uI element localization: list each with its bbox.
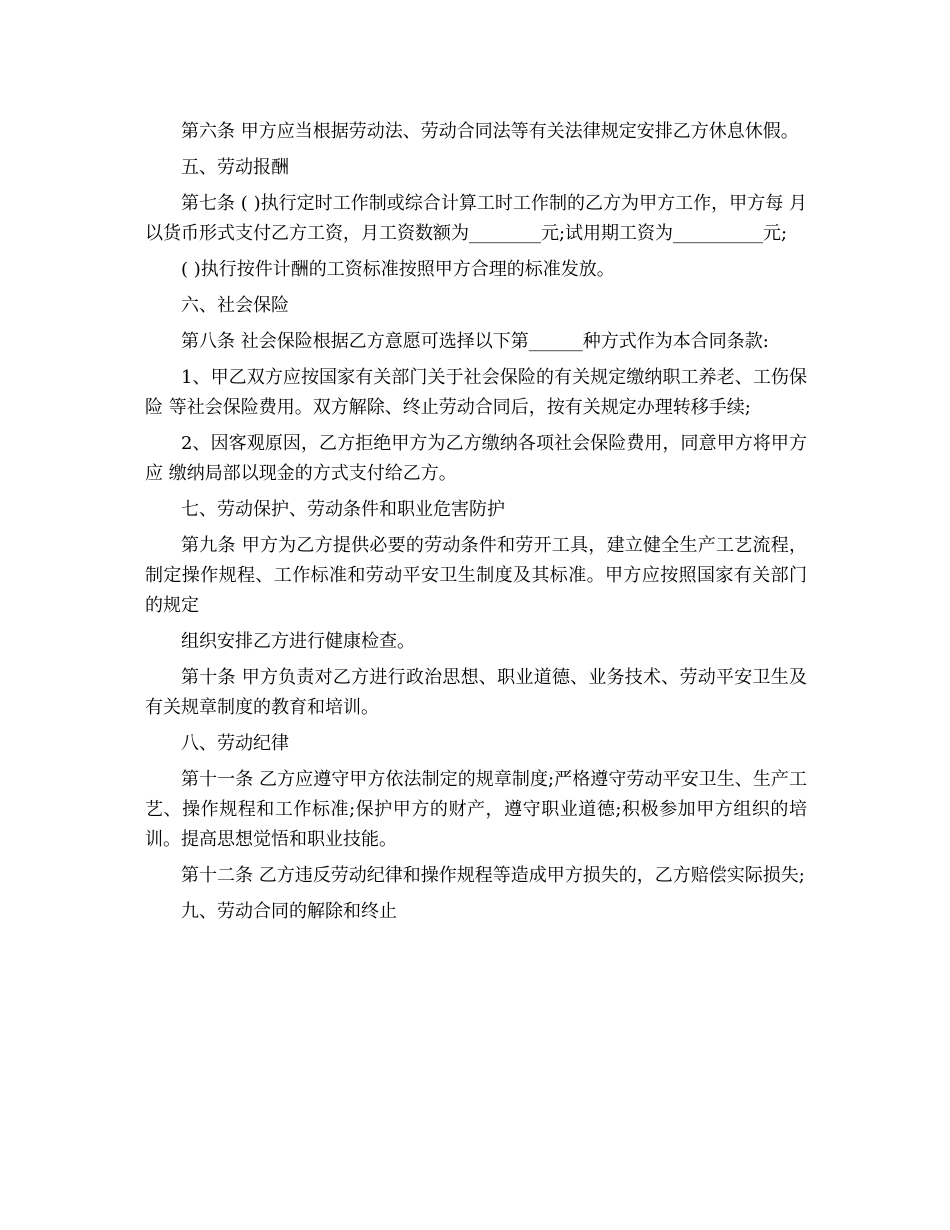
article-12-paragraph: 第十二条 乙方违反劳动纪律和操作规程等造成甲方损失的，乙方赔偿实际损失; (181, 865, 805, 886)
article-6-paragraph: 第六条 甲方应当根据劳动法、劳动合同法等有关法律规定安排乙方休息休假。 (181, 121, 799, 142)
article-10-paragraph: 第十条 甲方负责对乙方进行政治思想、职业道德、业务技术、劳动平安卫生及有关规章制度的教育和培训。 (145, 667, 807, 718)
document-body (145, 117, 807, 933)
section-6-heading: 六、社会保险 (181, 295, 289, 316)
insurance-option-2: 2、因客观原因，乙方拒绝甲方为乙方缴纳各项社会保险费用，同意甲方将甲方应 缴纳局部以现金的方式支付给乙方。 (145, 433, 807, 484)
insurance-option-1: 1、甲乙双方应按国家有关部门关于社会保险的有关规定缴纳职工养老、工伤保险 等社会保险费用。双方解除、终止劳动合同后，按有关规定办理转移手续; (145, 367, 807, 418)
piecework-paragraph: ( )执行按件计酬的工资标准按照甲方合理的标准发放。 (181, 259, 615, 280)
health-check-paragraph: 组织安排乙方进行健康检查。 (181, 631, 415, 652)
section-7-heading: 七、劳动保护、劳动条件和职业危害防护 (181, 499, 505, 520)
section-5-heading: 五、劳动报酬 (181, 157, 289, 178)
section-8-heading: 八、劳动纪律 (181, 733, 289, 754)
article-9-paragraph: 第九条 甲方为乙方提供必要的劳动条件和劳开工具，建立健全生产工艺流程，制定操作规程、工作标准和劳动平安卫生制度及其标准。甲方应按照国家有关部门的规定 (145, 535, 807, 616)
section-9-heading: 九、劳动合同的解除和终止 (181, 901, 397, 922)
article-8-paragraph: 第八条 社会保险根据乙方意愿可选择以下第______种方式作为本合同条款: (181, 331, 769, 352)
article-11-paragraph: 第十一条 乙方应遵守甲方依法制定的规章制度;严格遵守劳动平安卫生、生产工艺、操作规程和工作标准;保护甲方的财产，遵守职业道德;积极参加甲方组织的培训。提高思想觉悟和职业技能。 (145, 769, 807, 850)
article-7-paragraph: 第七条 ( )执行定时工作制或综合计算工时工作制的乙方为甲方工作，甲方每 月以货币形式支付乙方工资，月工资数额为________元;试用期工资为__________元; (145, 193, 807, 244)
